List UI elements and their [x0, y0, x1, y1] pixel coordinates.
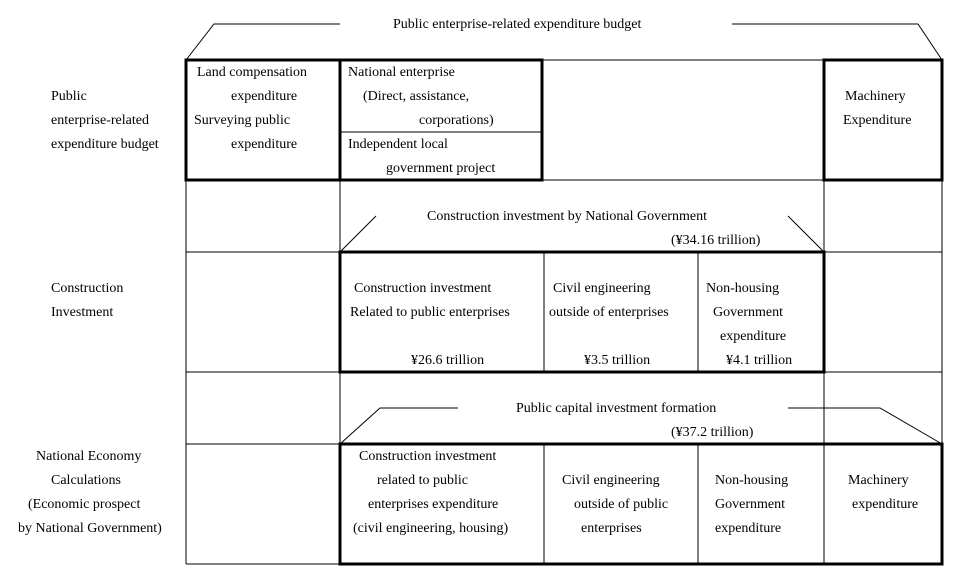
national-construction-1: Construction investment — [359, 449, 497, 464]
capital-bracket-amount: (¥37.2 trillion) — [671, 425, 754, 440]
machinery-expenditure-1: Machinery — [845, 89, 906, 104]
surveying-2: expenditure — [231, 137, 298, 152]
national-nonhousing-1: Non-housing — [715, 473, 789, 488]
construction-civil-2: outside of enterprises — [549, 305, 669, 320]
row-label-budget-2: enterprise-related — [51, 113, 149, 128]
construction-civil-1: Civil engineering — [553, 281, 651, 296]
row-label-national-2: Calculations — [51, 473, 121, 488]
local-government-2: government project — [386, 161, 496, 176]
construction-civil-amount: ¥3.5 trillion — [584, 353, 651, 368]
row-label-budget-1: Public — [51, 89, 87, 104]
national-construction-3: enterprises expenditure — [368, 497, 499, 512]
construction-bracket-amount: (¥34.16 trillion) — [671, 233, 761, 248]
national-civil-3: enterprises — [581, 521, 642, 536]
row-label-national-1: National Economy — [36, 449, 142, 464]
construction-nonhousing-amount: ¥4.1 trillion — [726, 353, 793, 368]
capital-bracket-label: Public capital investment formation — [516, 401, 717, 416]
row-label-national-3: (Economic prospect — [28, 497, 141, 512]
national-nonhousing-3: expenditure — [715, 521, 782, 536]
national-construction-2: related to public — [377, 473, 468, 488]
top-bracket-label: Public enterprise-related expenditure budget — [393, 17, 642, 32]
construction-public-2: Related to public enterprises — [350, 305, 510, 320]
construction-nonhousing-1: Non-housing — [706, 281, 780, 296]
local-government-1: Independent local — [348, 137, 448, 152]
land-compensation-2: expenditure — [231, 89, 298, 104]
land-compensation-1: Land compensation — [197, 65, 308, 80]
row-label-construction-1: Construction — [51, 281, 124, 296]
national-enterprise-2: (Direct, assistance, — [363, 89, 470, 104]
row-label-national-4: by National Government) — [18, 521, 162, 536]
row-label-construction-2: Investment — [51, 305, 114, 320]
construction-bracket-label: Construction investment by National Government — [427, 209, 707, 224]
construction-nonhousing-2: Government — [713, 305, 783, 320]
construction-public-amount: ¥26.6 trillion — [411, 353, 485, 368]
construction-nonhousing-3: expenditure — [720, 329, 787, 344]
surveying-1: Surveying public — [194, 113, 291, 128]
national-enterprise-1: National enterprise — [348, 65, 455, 80]
machinery-expenditure-2: Expenditure — [843, 113, 912, 128]
national-machinery-1: Machinery — [848, 473, 909, 488]
national-civil-1: Civil engineering — [562, 473, 660, 488]
national-construction-4: (civil engineering, housing) — [353, 521, 509, 536]
national-enterprise-3: corporations) — [419, 113, 494, 128]
national-machinery-2: expenditure — [852, 497, 919, 512]
national-civil-2: outside of public — [574, 497, 669, 512]
construction-public-1: Construction investment — [354, 281, 492, 296]
national-nonhousing-2: Government — [715, 497, 785, 512]
row-label-budget-3: expenditure budget — [51, 137, 159, 152]
